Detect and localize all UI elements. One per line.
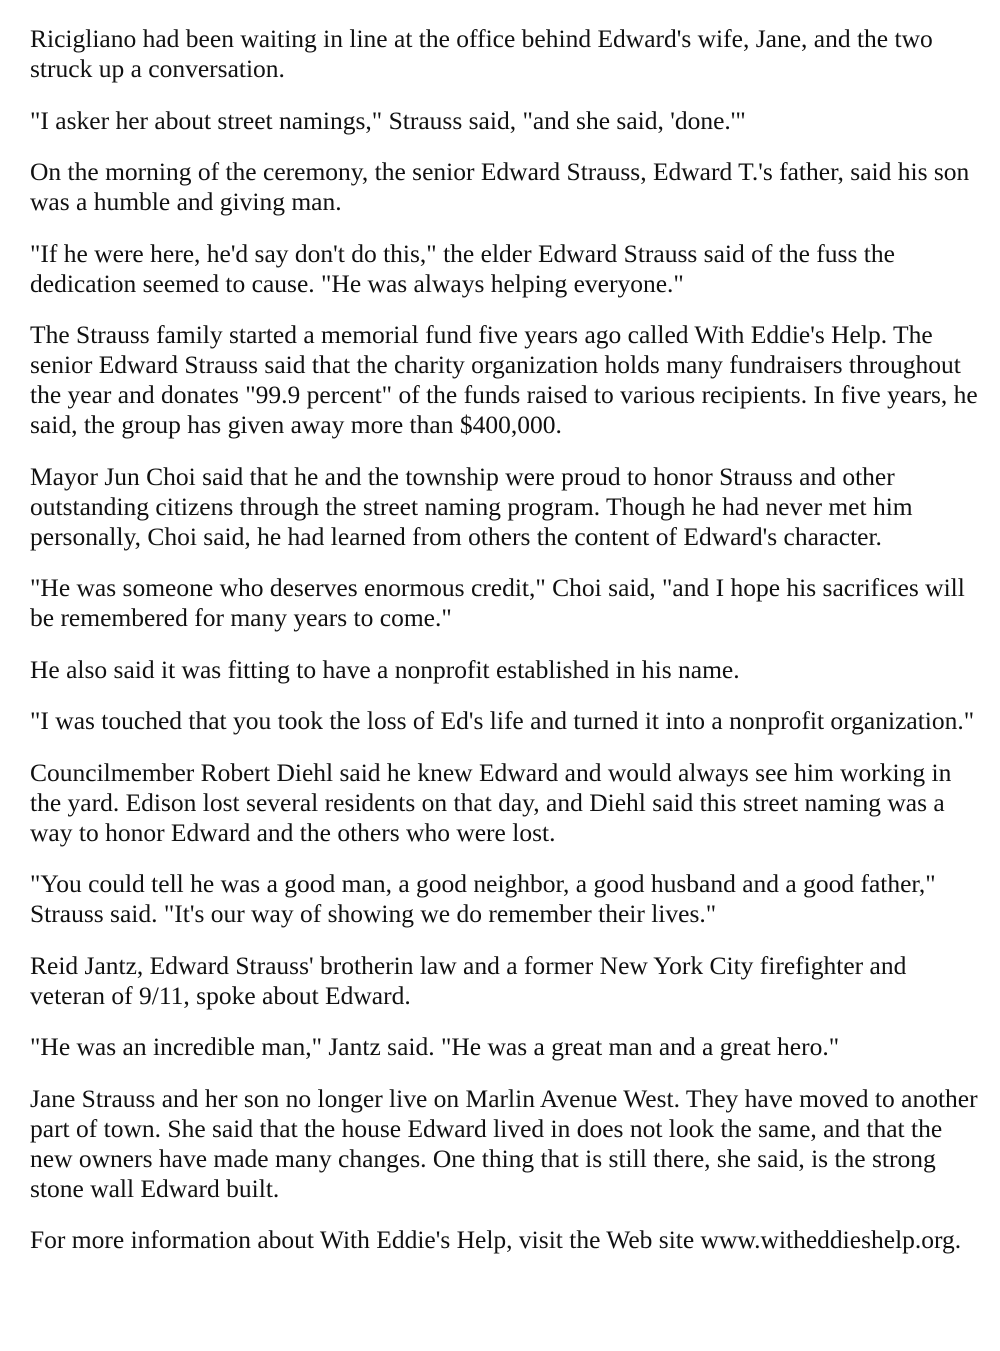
paragraph-memorial-fund: The Strauss family started a memorial fund five years ago called With Eddie's Help. The senior Edward Strauss said that the charity organization holds many fundraisers throughout the year and donates "99.9 percent" of the funds raised to various recipients. In five years, he said, the group has given away more than $400,000. [30, 320, 978, 439]
article-body [30, 24, 980, 1277]
paragraph-jantz-quote: "He was an incredible man," Jantz said. "He was a great man and a great hero." [30, 1032, 840, 1061]
paragraph-ricigliano-waiting: Ricigliano had been waiting in line at the office behind Edward's wife, Jane, and the two struck up a conversation. [30, 24, 933, 83]
paragraph-ceremony-morning: On the morning of the ceremony, the senior Edward Strauss, Edward T.'s father, said his son was a humble and giving man. [30, 157, 970, 216]
paragraph-mayor-choi: Mayor Jun Choi said that he and the township were proud to honor Strauss and other outstanding citizens through the street naming program. Though he had never met him personally, Choi said, he had learned from others the content of Edward's character. [30, 461, 913, 551]
paragraph-good-man-quote: "You could tell he was a good man, a good neighbor, a good husband and a good father," Strauss said. "It's our way of showing we do remember their lives." [30, 869, 936, 928]
paragraph-street-namings-quote: "I asker her about street namings," Strauss said, "and she said, 'done.'" [30, 105, 746, 135]
paragraph-councilmember-diehl: Councilmember Robert Diehl said he knew Edward and would always see him working in the yard. Edison lost several residents on that day, and Diehl said this street naming was a way to honor Edward and the others who were lost. [30, 757, 952, 847]
paragraph-elder-strauss-quote: "If he were here, he'd say don't do this," the elder Edward Strauss said of the fuss the dedication seemed to cause. "He was always helping everyone." [30, 238, 895, 298]
paragraph-more-information: For more information about With Eddie's Help, visit the Web site www.witheddieshelp.org. [30, 1225, 962, 1254]
paragraph-reid-jantz: Reid Jantz, Edward Strauss' brotherin law and a former New York City firefighter and veteran of 9/11, spoke about Edward. [30, 950, 907, 1010]
paragraph-touched-quote: "I was touched that you took the loss of Ed's life and turned it into a nonprofit organization." [30, 706, 975, 735]
paragraph-choi-quote: "He was someone who deserves enormous credit," Choi said, "and I hope his sacrifices will be remembered for many years to come." [30, 573, 965, 632]
paragraph-jane-strauss: Jane Strauss and her son no longer live on Marlin Avenue West. They have moved to another part of town. She said that the house Edward lived in does not look the same, and that the new owners have made many changes. One thing that is still there, she said, is the strong stone wall Edward built. [30, 1083, 978, 1203]
paragraph-nonprofit-fitting: He also said it was fitting to have a nonprofit established in his name. [30, 654, 740, 684]
